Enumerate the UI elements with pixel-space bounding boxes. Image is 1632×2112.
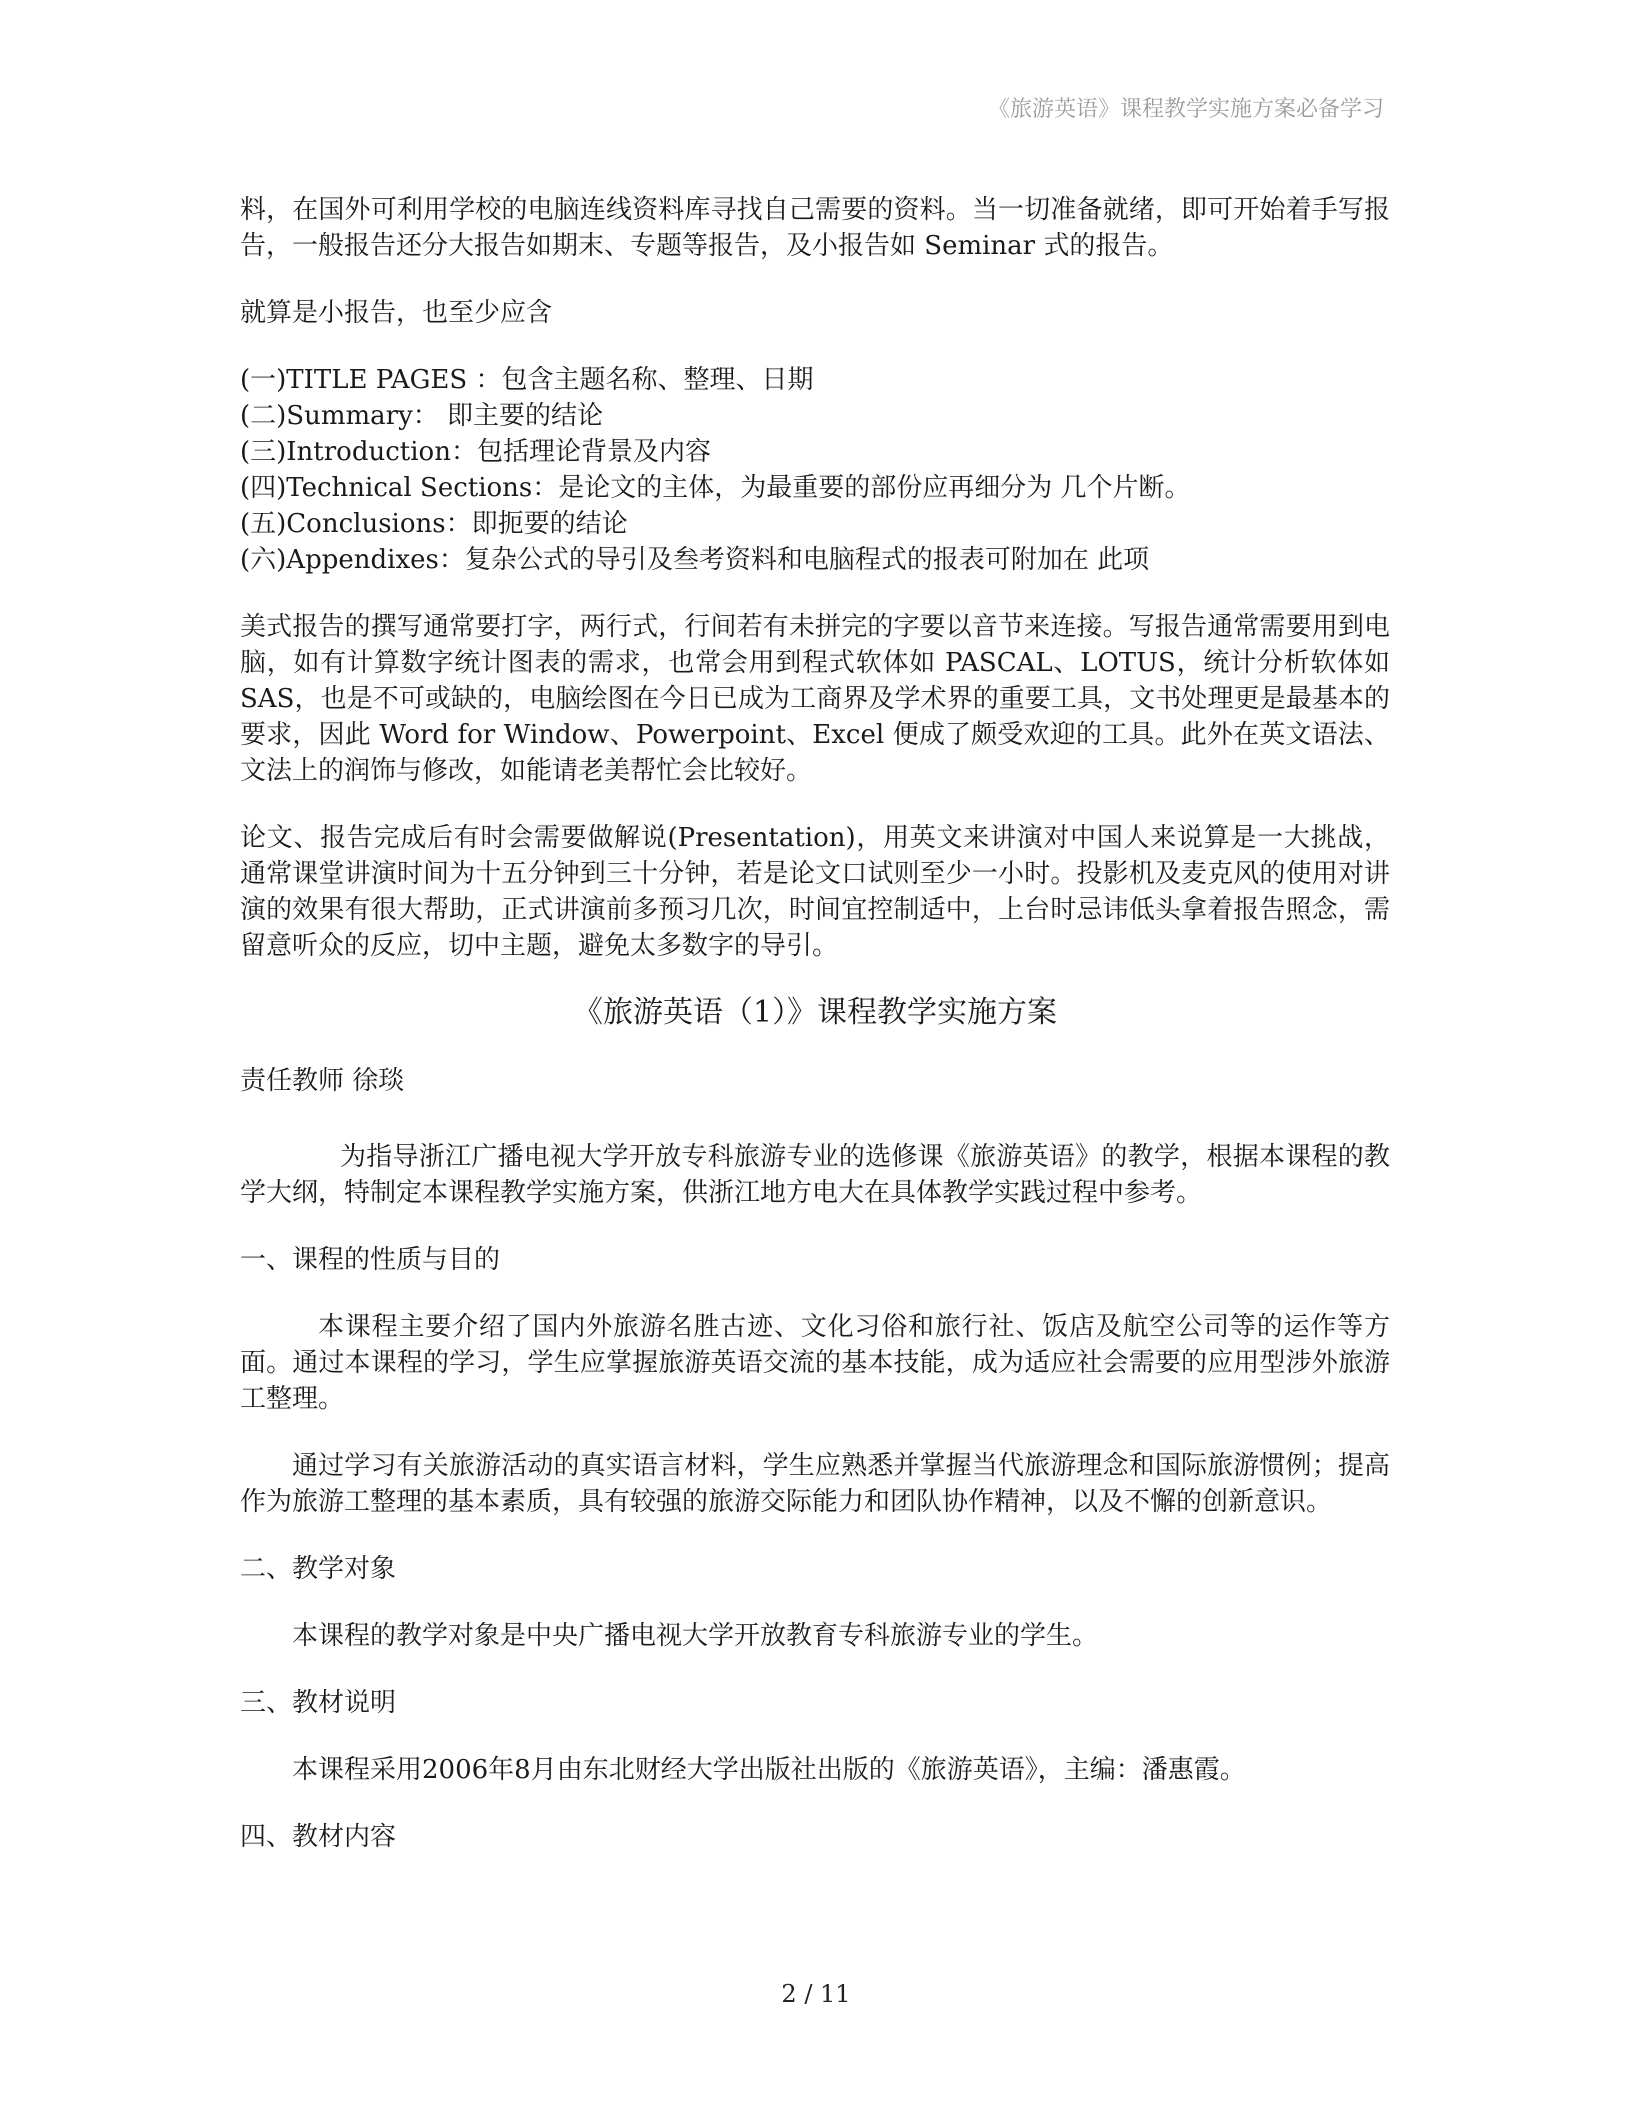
paragraph: 美式报告的撰写通常要打字，两行式，行间若有未拼完的字要以音节来连接。写报告通常需要用到电脑，如有计算数字统计图表的需求，也常会用到程式软体如 PASCAL、LOTUS，统计分析软体如 SAS，也是不可或缺的，电脑绘图在今日已成为工商界及学术界的重要工具，文书处理更是最基本的要求，因此 Word for Window、Powerpoint、Excel 便成了颇受欢迎的工具。此外在英文语法、文法上的润饰与修改，如能请老美帮忙会比较好。 xyxy=(240,612,1390,786)
section-heading: 二、教学对象 xyxy=(240,1554,397,1584)
section-heading: 一、课程的性质与目的 xyxy=(240,1245,501,1275)
page-content xyxy=(240,192,1390,1886)
list-item: (二)Summary： 即主要的结论 xyxy=(240,401,604,431)
paragraph: 通过学习有关旅游活动的真实语言材料，学生应熟悉并掌握当代旅游理念和国际旅游惯例；提高作为旅游工整理的基本素质，具有较强的旅游交际能力和团队协作精神，以及不懈的创新意识。 xyxy=(240,1451,1390,1517)
paragraph: 就算是小报告，也至少应含 xyxy=(240,298,553,328)
page-number: 2 / 11 xyxy=(781,1980,851,2008)
list-item: (四)Technical Sections：是论文的主体，为最重要的部份应再细分为 几个片断。 xyxy=(240,473,1191,503)
section-heading: 四、教材内容 xyxy=(240,1822,397,1852)
paragraph: 论文、报告完成后有时会需要做解说(Presentation)，用英文来讲演对中国人来说算是一大挑战，通常课堂讲演时间为十五分钟到三十分钟，若是论文口试则至少一小时。投影机及麦克风的使用对讲演的效果有很大帮助，正式讲演前多预习几次，时间宜控制适中，上台时忌讳低头拿着报告照念，需留意听众的反应，切中主题，避免太多数字的导引。 xyxy=(240,823,1390,961)
section-heading: 三、教材说明 xyxy=(240,1688,397,1718)
paragraph: 料，在国外可利用学校的电脑连线资料库寻找自己需要的资料。当一切准备就绪，即可开始着手写报告，一般报告还分大报告如期末、专题等报告，及小报告如 Seminar 式的报告。 xyxy=(240,195,1390,261)
running-header: 《旅游英语》课程教学实施方案必备学习 xyxy=(987,97,1384,122)
paragraph: 本课程的教学对象是中央广播电视大学开放教育专科旅游专业的学生。 xyxy=(292,1621,1099,1651)
paragraph: 本课程主要介绍了国内外旅游名胜古迹、文化习俗和旅行社、饭店及航空公司等的运作等方面。通过本课程的学习，学生应掌握旅游英语交流的基本技能，成为适应社会需要的应用型涉外旅游工整理。 xyxy=(240,1312,1390,1414)
paragraph: 本课程采用2006年8月由东北财经大学出版社出版的《旅游英语》，主编：潘惠霞。 xyxy=(292,1755,1246,1785)
list-item: (三)Introduction：包括理论背景及内容 xyxy=(240,437,711,467)
report-structure-list xyxy=(240,362,1390,578)
list-item: (五)Conclusions：即扼要的结论 xyxy=(240,509,628,539)
paragraph: 为指导浙江广播电视大学开放专科旅游专业的选修课《旅游英语》的教学，根据本课程的教学大纲，特制定本课程教学实施方案，供浙江地方电大在具体教学实践过程中参考。 xyxy=(240,1142,1390,1208)
section-title: 《旅游英语（1）》课程教学实施方案 xyxy=(572,995,1058,1030)
list-item: (六)Appendixes：复杂公式的导引及叁考资料和电脑程式的报表可附加在 此项 xyxy=(240,545,1150,575)
responsible-teacher: 责任教师 徐琰 xyxy=(240,1066,405,1096)
list-item: (一)TITLE PAGES ：包含主题名称、整理、日期 xyxy=(240,365,814,395)
